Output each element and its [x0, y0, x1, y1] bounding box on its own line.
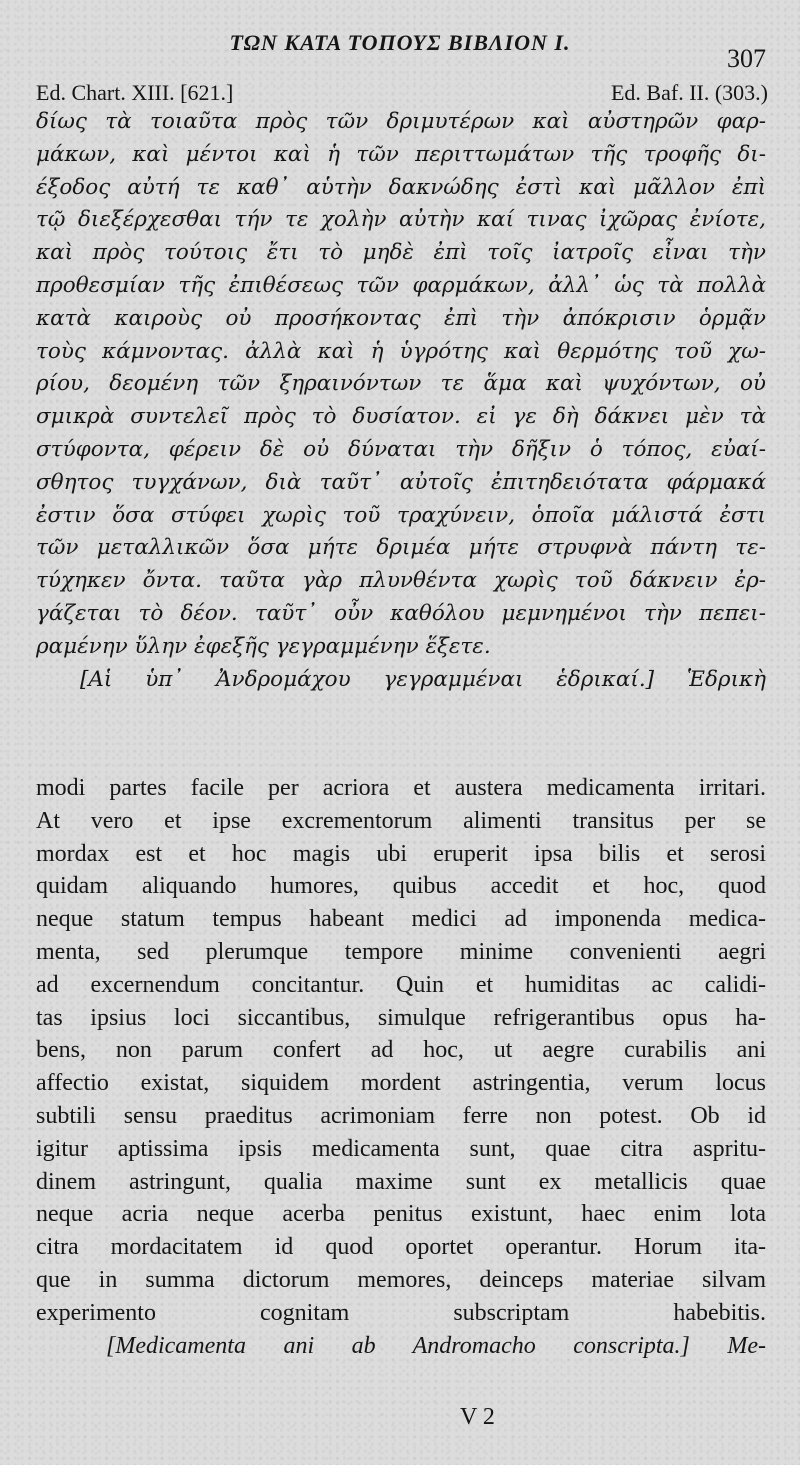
latin-line: menta, sed plerumque tempore minime convenienti aegri — [36, 938, 766, 965]
greek-line: ρίου, δεομένη τῶν ξηραινόντων τε ἅμα καὶ ψυχόντων, οὐ — [36, 371, 766, 397]
greek-line: γάζεται τὸ δέον. ταῦτ᾽ οὖν καθόλου μεμνημένοι τὴν πεπει- — [36, 600, 766, 626]
greek-line: σθητος τυγχάνων, διὰ ταῦτ᾽ αὐτοῖς ἐπιτηδειότατα φάρμακά — [36, 469, 766, 495]
running-head: ΤΩΝ ΚΑΤΑ ΤΟΠΟΥΣ ΒΙΒΛΙΟΝ Ι. — [229, 30, 571, 55]
signature-mark: V 2 — [460, 1404, 495, 1430]
latin-line: que in summa dictorum memores, deinceps materiae silvam — [36, 1266, 766, 1293]
latin-line: ad excernendum concitantur. Quin et humiditas ac calidi- — [36, 971, 766, 998]
latin-line: quidam aliquando humores, quibus accedit et hoc, quod — [36, 873, 766, 900]
edition-reference-right: Ed. Baf. II. (303.) — [610, 80, 768, 105]
latin-line: modi partes facile per acriora et austera medicamenta irritari. — [36, 775, 766, 801]
greek-line: στύφοντα, φέρειν δὲ οὐ δύναται τὴν δῆξιν ὁ τόπος, εὐαί- — [36, 436, 766, 462]
latin-line: affectio existat, siquidem mordent astringentia, verum locus — [36, 1070, 766, 1097]
edition-reference-left: Ed. Chart. XIII. [621.] — [36, 80, 234, 105]
greek-line: δίως τὰ τοιαῦτα πρὸς τῶν δριμυτέρων καὶ αὐστηρῶν φαρ- — [36, 109, 766, 134]
latin-text-block — [36, 772, 766, 1362]
greek-line: μάκων, καὶ μέντοι καὶ ἡ τῶν περιττωμάτων τῆς τροφῆς δι- — [36, 141, 766, 167]
latin-line: neque acria neque acerba penitus existunt, haec enim lota — [36, 1201, 766, 1228]
latin-line: igitur aptissima ipsis medicamenta sunt, quae citra aspritu- — [36, 1135, 766, 1162]
greek-line: προθεσμίαν τῆς ἐπιθέσεως τῶν φαρμάκων, ἀλλ᾽ ὡς τὰ πολλὰ — [36, 272, 766, 298]
latin-line: experimento cognitam subscriptam habebitis. — [36, 1299, 766, 1326]
greek-line: κατὰ καιροὺς οὐ προσήκοντας ἐπὶ τὴν ἀπόκρισιν ὁρμᾷν — [36, 305, 766, 331]
latin-line: neque statum tempus habeant medici ad imponenda medica- — [36, 906, 766, 933]
page-number: 307 — [727, 44, 766, 73]
latin-line: dinem astringunt, qualia maxime sunt ex metallicis quae — [36, 1168, 766, 1195]
greek-line: τῶν μεταλλικῶν ὅσα μήτε δριμέα μήτε στρυφνὰ πάντη τε- — [36, 535, 766, 561]
latin-line: subtili sensu praeditus acrimoniam ferre non potest. Ob id — [36, 1102, 766, 1129]
greek-section-heading: [Αἱ ὑπ᾽ Ἀνδρομάχου γεγραμμέναι ἑδρικαί.] Ἑδρικὴ — [80, 666, 766, 692]
greek-line: ραμένην ὕλην ἐφεξῆς γεγραμμένην ἕξετε. — [36, 633, 491, 659]
latin-line: bens, non parum confert ad hoc, ut aegre curabilis ani — [36, 1037, 766, 1064]
greek-line: τῷ διεξέρχεσθαι τήν τε χολὴν αὐτὴν καί τινας ἰχῶρας ἐνίοτε, — [36, 207, 766, 233]
latin-line: tas ipsius loci siccantibus, simulque refrigerantibus opus ha- — [36, 1004, 766, 1031]
greek-line: σμικρὰ συντελεῖ πρὸς τὸ δυσίατον. εἰ γε δὴ δάκνει μὲν τὰ — [36, 404, 766, 430]
greek-line: έξοδος αὐτή τε καθ᾽ αὑτὴν δακνώδης ἐστὶ καὶ μᾶλλον ἐπὶ — [36, 174, 766, 200]
latin-line: citra mordacitatem id quod oportet operantur. Horum ita- — [36, 1234, 766, 1261]
greek-text-block — [36, 106, 766, 696]
latin-line: mordax est et hoc magis ubi eruperit ipsa bilis et serosi — [36, 840, 766, 867]
greek-line: ἐστιν ὅσα στύφει χωρὶς τοῦ τραχύνειν, ὁποῖα μάλιστά ἐστι — [36, 502, 766, 528]
latin-line: At vero et ipse excrementorum alimenti transitus per se — [36, 807, 766, 834]
greek-line: καὶ πρὸς τούτοις ἔτι τὸ μηδὲ ἐπὶ τοῖς ἰατροῖς εἶναι τὴν — [36, 240, 766, 266]
latin-section-heading: [Medicamenta ani ab Andromacho conscripta.] Me- — [106, 1332, 766, 1359]
greek-line: τύχηκεν ὄντα. ταῦτα γὰρ πλυνθέντα χωρὶς τοῦ δάκνειν ἐρ- — [36, 568, 766, 594]
greek-line: τοὺς κάμνοντας. ἀλλὰ καὶ ἡ ὑγρότης καὶ θερμότης τοῦ χω- — [36, 338, 766, 364]
